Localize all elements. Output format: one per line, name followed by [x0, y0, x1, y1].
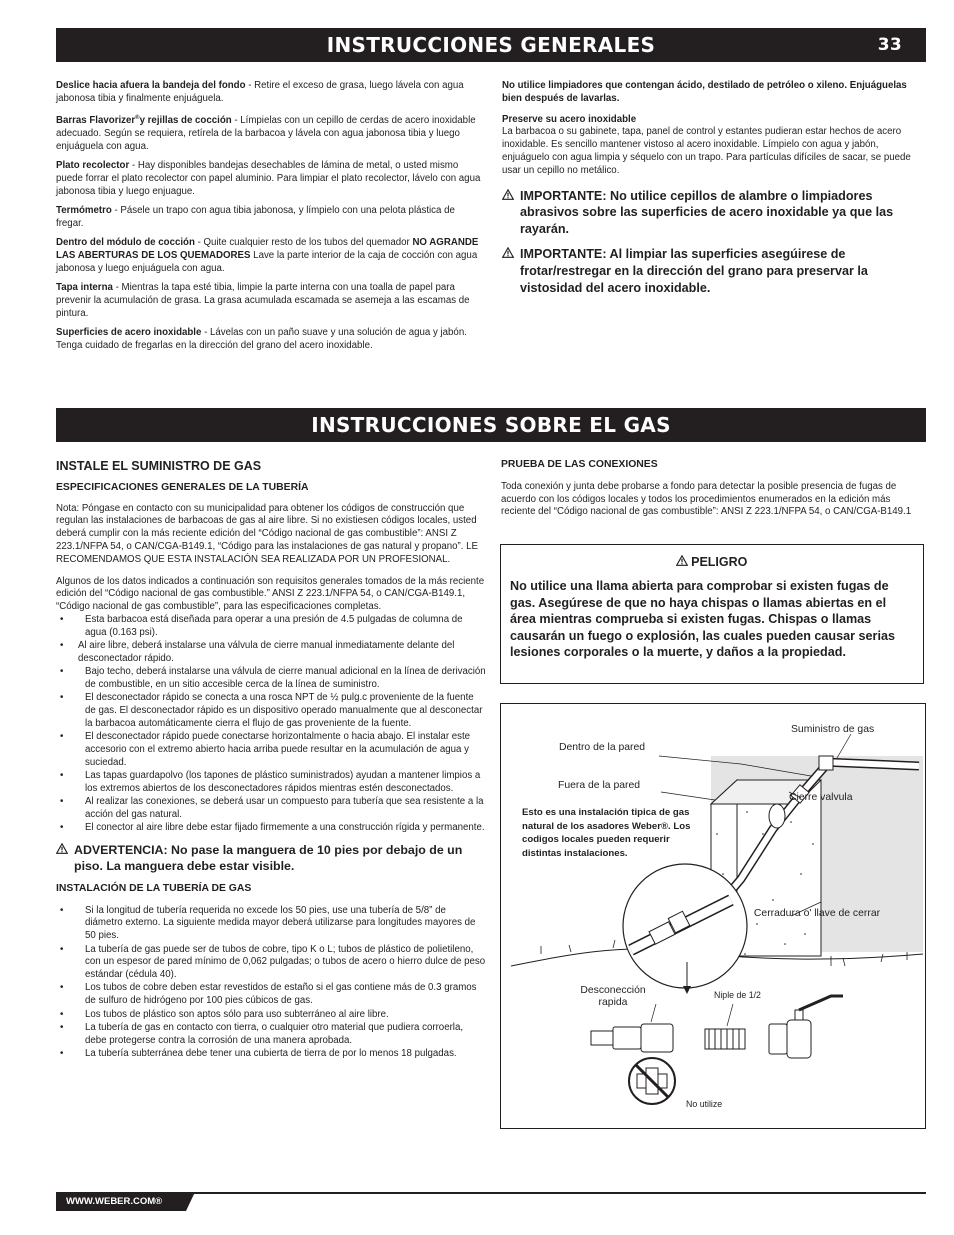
lead-term: Termómetro: [56, 205, 112, 217]
list-item: • El desconectador rápido puede conectarse horizontalmente o hacia abajo. El instalar este accesorio con el extremo abierto hacia arriba puede resultar en la acumulación de agua y suciedad.: [56, 731, 486, 769]
general-left-column: [56, 80, 482, 359]
danger-heading: [510, 555, 913, 569]
note-paragraph: Nota: Póngase en contacto con su municipalidad para obtener los códigos de construcción que regulan las instalaciones de barbacoas de gas al aire libre. Si no existiesen códigos locales, usted deberá cumplir con la más reciente edición del “Código nacional de gas combustible”: ANSI Z 223.1/NFPA 54, o CAN/CGA-B149.1, “Código para las instalaciones de gas natural y propano”. LE RECOMENDAMOS QUE ESTA INSTALACIÓN SEA REALIZADA POR UN PROFESIONAL.: [56, 502, 479, 565]
paragraph-text: - Lávelas con un paño suave y una solución de agua y jabón. Tenga cuidado de fregarlas en la dirección del grano del acero inoxidable.: [56, 326, 467, 351]
label-shutoff-valve: Cierre valvula: [789, 792, 853, 803]
steel-heading: Preserve su acero inoxidable: [502, 113, 637, 125]
label-outside-wall: Fuera de la pared: [558, 780, 641, 791]
gas-left-column: [56, 460, 486, 1065]
paragraph-cook-box: [56, 237, 482, 275]
paragraph-inner-lid: [56, 282, 482, 320]
lead-term: Deslice hacia afuera la bandeja del fondo: [56, 80, 246, 91]
list-item: • Las tapas guardapolvo (los tapones de plástico suministrados) ayudan a mantener limpios a los extremos abiertos de los desconectadores rápidos mientras estén desconectados.: [56, 770, 486, 796]
spec-heading: ESPECIFICACIONES GENERALES DE LA TUBERÍA: [56, 481, 309, 493]
lead-term: Tapa interna: [56, 282, 113, 294]
lead-term: Superficies de acero inoxidable: [56, 326, 202, 338]
paragraph-text: - Hay disponibles bandejas desechables de lámina de metal, o usted mismo puede forrar el plato recolector con papel aluminio. Para limpiar el plato recolector, lávelo con agua jabonosa tibia y luego enjuague.: [56, 160, 481, 197]
paragraph-thermometer: [56, 205, 482, 231]
warning-triangle-icon: [56, 842, 74, 875]
list-item: • El conector al aire libre debe estar fijado firmemente a una construcción rígida y permanente.: [56, 822, 486, 835]
pipe-heading: INSTALACIÓN DE LA TUBERÍA DE GAS: [56, 882, 252, 894]
list-item: • La tubería subterránea debe tener una cubierta de tierra de por lo menos 18 pulgadas.: [56, 1048, 486, 1061]
paragraph-flavorizer: [56, 112, 482, 154]
gas-section-banner: [56, 408, 926, 442]
list-item: • La tubería de gas puede ser de tubos de cobre, tipo K o L; tubos de plástico de polietileno, con un espesor de pared mínimo de 0,062 pulgadas; o tubos de acero o hierro dulce de peso estándar (cédula 40).: [56, 944, 486, 982]
warning-triangle-icon: [676, 555, 688, 569]
warning-triangle-icon: [502, 246, 520, 296]
general-right-column: [502, 80, 926, 302]
label-nipple: Niple de 1/2: [714, 990, 761, 1000]
page-number: 33: [877, 35, 902, 55]
warning-triangle-icon: [502, 188, 520, 238]
label-lock-valve: Cerradura o' llave de cerrar: [753, 908, 881, 919]
paragraph-bottom-tray: [56, 80, 482, 106]
test-heading: PRUEBA DE LAS CONEXIONES: [501, 459, 658, 470]
label-do-not-use: No utilize: [686, 1099, 723, 1109]
paragraph-text: - Mientras la tapa esté tibia, limpie la parte interna con una toalla de papel para prevenir la acumulación de grasa. La grasa acumulada escamada se asemeja a las escamas de pintura.: [56, 282, 470, 319]
paragraph-catch-pan: [56, 160, 482, 198]
warning-notice: [56, 842, 486, 875]
page-title: INSTRUCCIONES GENERALES: [326, 33, 656, 57]
list-item: • El desconectador rápido se conecta a una rosca NPT de ½ pulg.c proveniente de la fuente de gas. El desconectador rápido es un dispositivo operado manualmente que al desconectar la barbacoa automáticamente cierra el flujo de gas proveniente de la fuente.: [56, 692, 486, 730]
label-quick-disconnect: Desconección rapida: [580, 985, 646, 1008]
footer-url-tab: [56, 1192, 186, 1211]
lead-term: Barras Flavorizer: [56, 115, 136, 127]
important-notice-text: IMPORTANTE: No utilice cepillos de alambre o limpiadores abrasivos sobre las superficies de acero inoxidable ya que las rayarán.: [520, 188, 894, 237]
cleaner-warning: [502, 80, 926, 106]
paragraph-text: - Retire el exceso de grasa, luego lávela con agua jabonosa tibia y finalmente enjuáguela.: [56, 80, 464, 104]
cleaner-warning-text: No utilice limpiadores que contengan ácido, destilado de petróleo o xileno. Enjuáguelas bien después de lavarlas.: [502, 80, 907, 104]
lead-term: Dentro del módulo de cocción: [56, 237, 195, 249]
test-paragraph: Toda conexión y junta debe probarse a fondo para detectar la posible presencia de fugas de acuerdo con los códigos locales y todos los procedimientos enumerados en la edición más reciente del “Código nacional de gas combustible”: ANSI Z 223.1/NFPA 54, o CAN/CGA-B149.1: [501, 480, 912, 518]
gas-section-title: INSTRUCCIONES SOBRE EL GAS: [311, 413, 671, 437]
important-notice-1: [502, 188, 926, 238]
list-item: • Los tubos de plástico son aptos sólo para uso subterráneo al aire libre.: [56, 1009, 486, 1022]
list-item: • Esta barbacoa está diseñada para operar a una presión de 4.5 pulgadas de columna de agua (0.163 psi).: [56, 614, 486, 640]
paragraph-stainless: [56, 327, 482, 353]
list-item: • Si la longitud de tubería requerida no excede los 50 pies, use una tubería de 5/8” de diámetro externo. La siguiente medida mayor deberá utilizarse para longitudes mayores de 50 pies.: [56, 905, 486, 943]
footer-url: WWW.WEBER.COM®: [66, 1196, 163, 1207]
pipe-bullet-list: [56, 905, 486, 1061]
paragraph-text: Lave la parte interior de la caja de cocción con agua jabonosa y luego enjuáguela con agua.: [56, 250, 478, 274]
page-header-banner: [56, 28, 926, 62]
registered-mark: ®: [135, 115, 140, 122]
danger-heading-text: PELIGRO: [691, 555, 748, 569]
gas-right-column: [501, 459, 927, 526]
paragraph-text: - Pásele un trapo con agua tibia jabonosa, y límpielo con una pelota plástica de fregar.: [56, 205, 455, 229]
list-item: • Los tubos de cobre deben estar revestidos de estaño si el gas contiene más de 0.3 gramos de sulfuro de hidrógeno por 100 pies cúbicos de gas.: [56, 982, 486, 1008]
figure-note: Esto es una instalación tipica de gas natural de los asadores Weber®. Los codigos locales pueden requerir distintas instalaciones.: [522, 807, 691, 859]
label-gas-supply: Suministro de gas: [791, 724, 875, 735]
steel-paragraph: La barbacoa o su gabinete, tapa, panel de control y estantes pudieran estar hechos de acero inoxidable. Es sencillo mantener vistoso al acero inoxidable. Límpielo con agua y jabón, enjuáguelo con agua limpia y séquelo con un trapo. Para partículas difíciles de sacar, se puede usar un cepillo no metálico.: [502, 126, 911, 176]
important-notice-text: IMPORTANTE: Al limpiar las superficies asegúirese de frotar/restregar en la dirección del grano para preservar la vistosidad del acero inoxidable.: [520, 246, 868, 295]
danger-box: [500, 544, 924, 684]
spec-bullet-list: [56, 614, 486, 835]
list-item: • Al aire libre, deberá instalarse una válvula de cierre manual inmediatamente delante del desconectador rápido.: [56, 640, 486, 666]
install-heading: INSTALE EL SUMINISTRO DE GAS: [56, 459, 262, 473]
warning-text: ADVERTENCIA: No pase la manguera de 10 pies por debajo de un piso. La manguera debe estar visible.: [74, 843, 463, 874]
danger-text: No utilice una llama abierta para comprobar si existen fugas de gas. Asegúrese de que no haya chispas o llamas abiertas en el área mientras comprueba si existen fugas. Chispas o llamas causarán un fuego o explosión, las cuales pueden causar serias lesiones corporales o la muerte, y daños a la propiedad.: [510, 579, 895, 660]
list-item: • Al realizar las conexiones, se deberá usar un compuesto para tubería que sea resistente a la acción del gas natural.: [56, 796, 486, 822]
gas-installation-figure: [500, 703, 926, 1129]
paragraph-text: - Límpielas con un cepillo de cerdas de acero inoxidable adecuado. Según se requiera, retírela de la barbacoa y lávela con agua jabonosa tibia y luego enjuáguela con agua.: [56, 115, 476, 152]
paragraph-text: - Quite cualquier resto de los tubos del quemador: [194, 237, 413, 249]
label-inside-wall: Dentro de la pared: [559, 742, 646, 753]
lead-term-continued: y rejillas de cocción: [139, 115, 232, 127]
lead-term: Plato recolector: [56, 160, 130, 172]
list-item: • Bajo techo, deberá instalarse una válvula de cierre manual adicional en la línea de derivación de combustible, en un sitio accesible cerca de la línea de suministro.: [56, 666, 486, 692]
list-item: • La tubería de gas en contacto con tierra, o cualquier otro material que pudiera corroerla, debe protegerse contra la corrosión de una manera aprobada.: [56, 1022, 486, 1048]
bold-warning-text: NO AGRANDE LAS ABERTURAS DE LOS QUEMADORES: [56, 237, 479, 261]
intro-paragraph: Algunos de los datos indicados a continuación son requisitos generales tomados de la más reciente edición del “Código nacional de gas combustible.” ANSI Z 223.1/NFPA 54, o CAN/CGA-B149.1, “Código nacional de gas combustible”, para las especificaciones completas.: [56, 575, 485, 613]
important-notice-2: [502, 246, 926, 296]
